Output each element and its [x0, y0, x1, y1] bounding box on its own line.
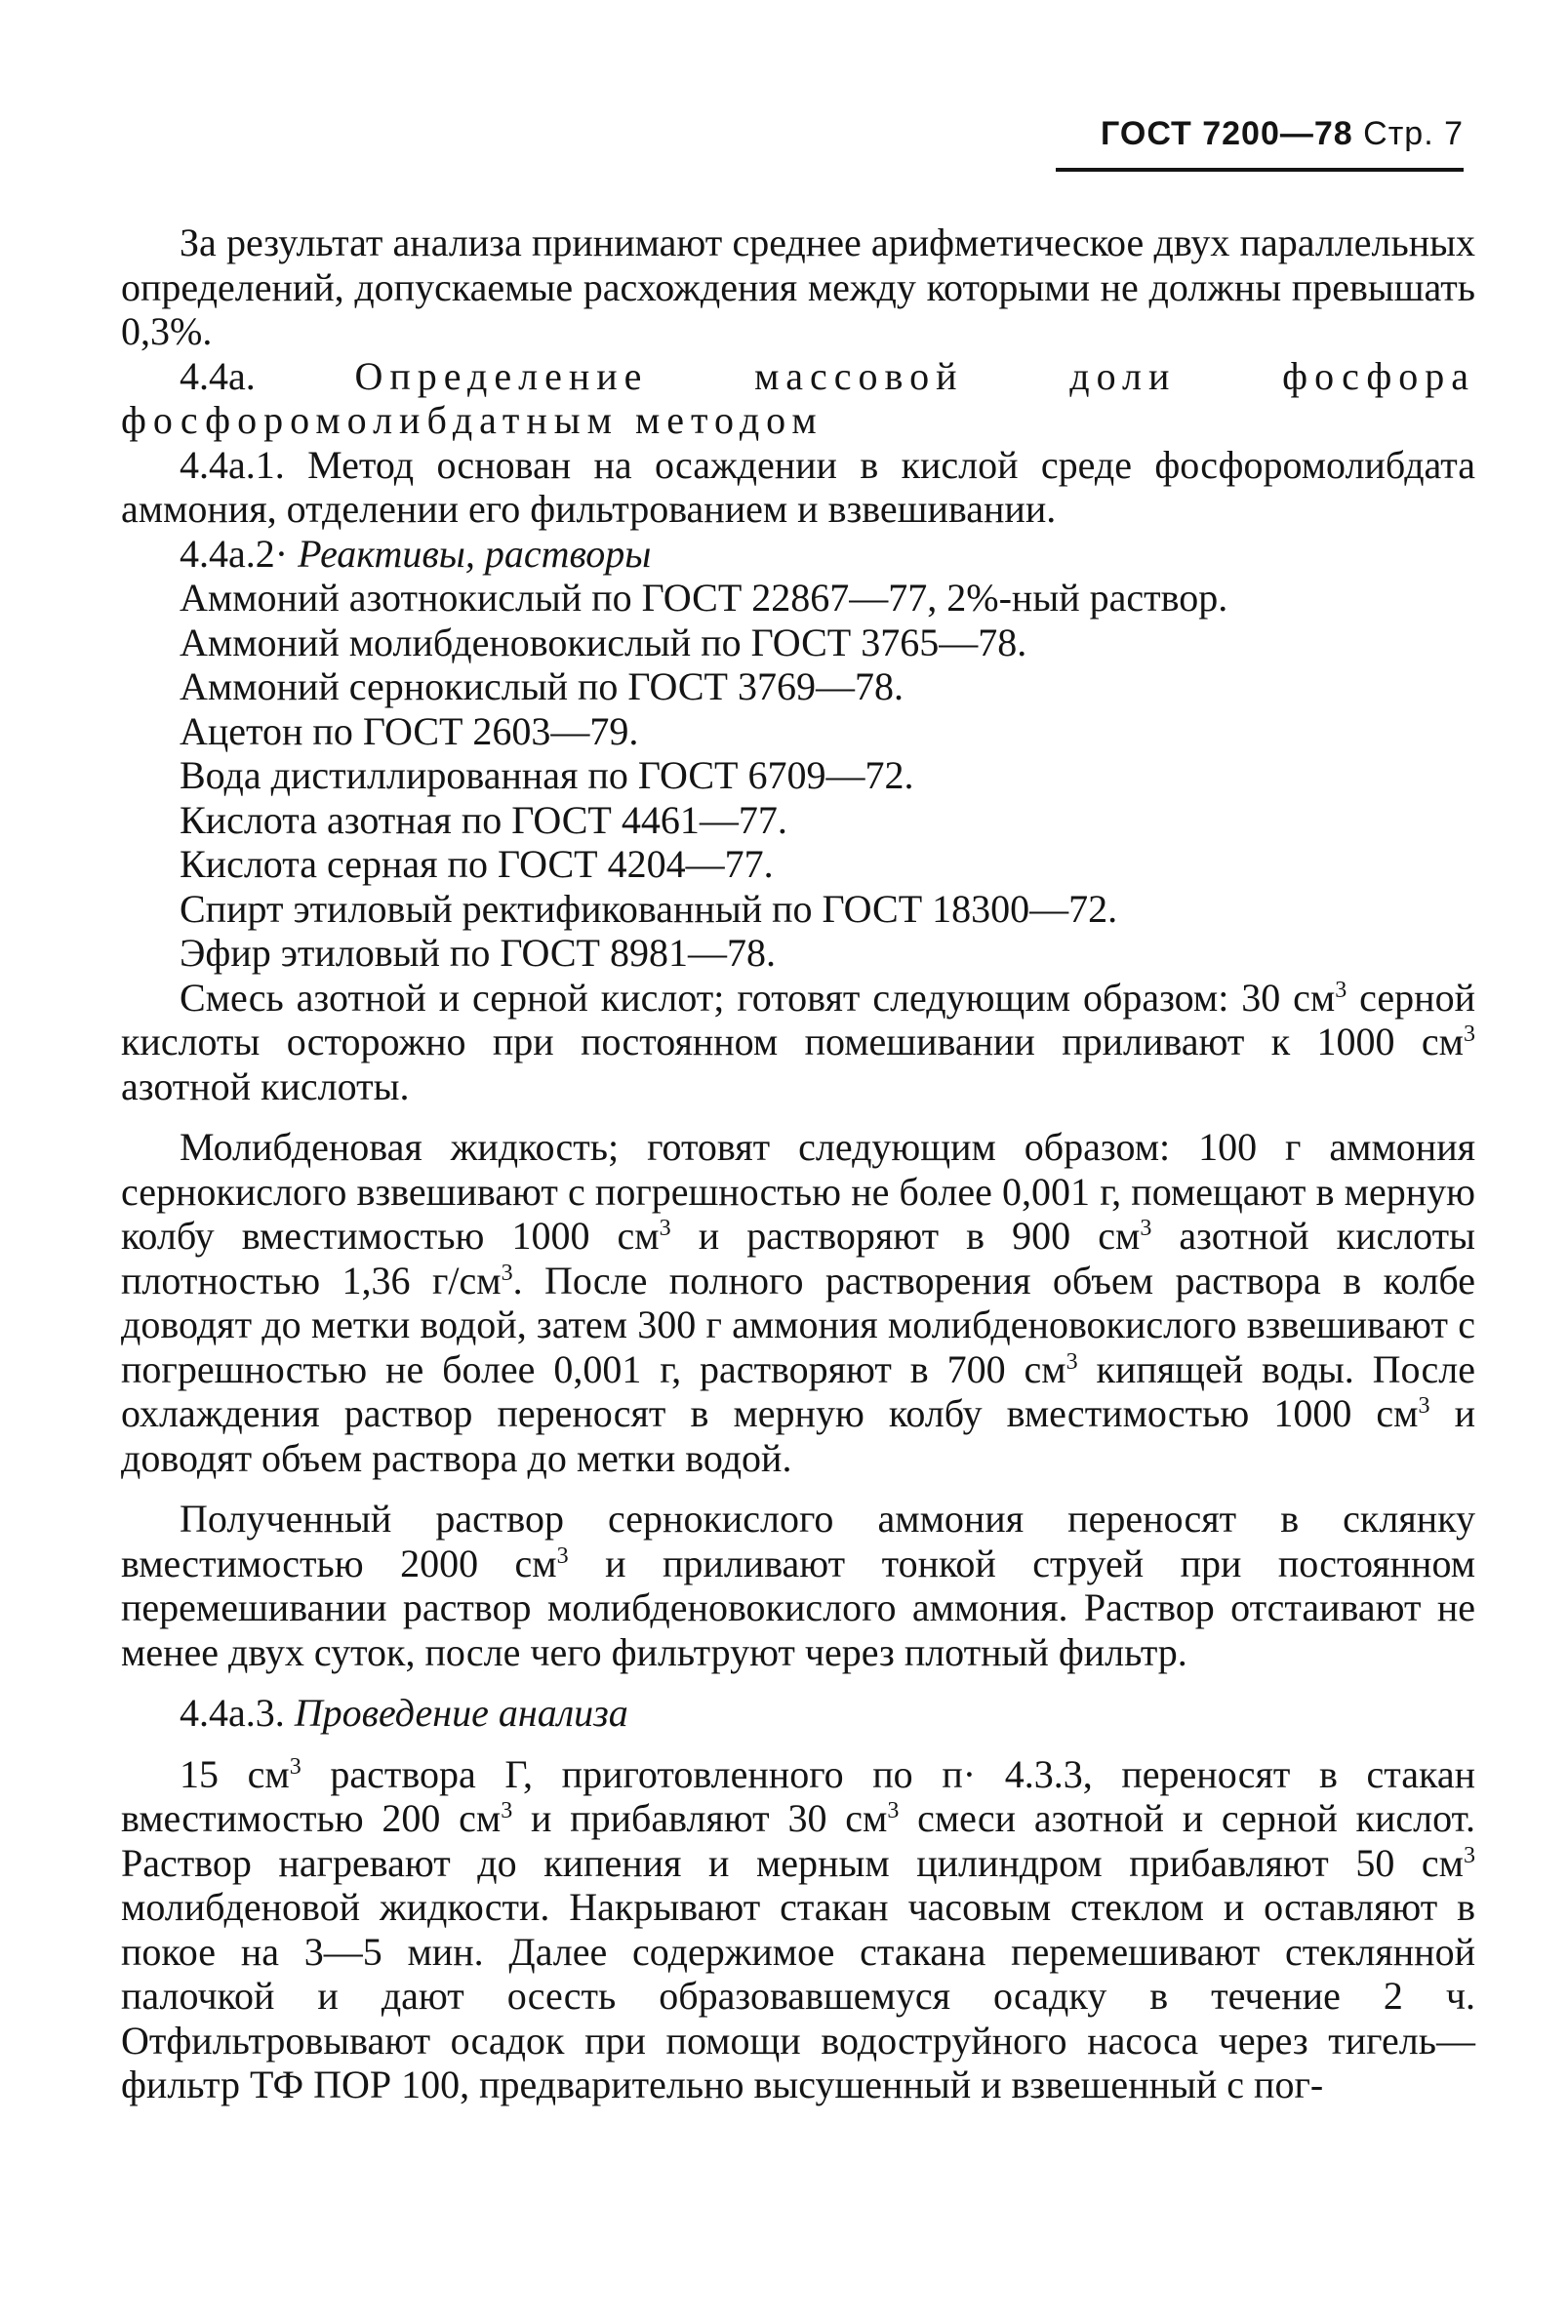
section-heading-4-4a: [121, 354, 1475, 443]
reagent-item: Аммоний молибденовокислый по ГОСТ 3765—78.: [180, 620, 1027, 664]
document-body: [121, 220, 1475, 2107]
section-number: 4.4а.3.: [180, 1691, 285, 1735]
reagent-item: Аммоний азотнокислый по ГОСТ 22867—77, 2%-ный раствор.: [180, 576, 1228, 620]
paragraph-analysis: [121, 1752, 1475, 2107]
section-title: Определение массовой доли фосфора фосфоромолибдатным методом: [121, 353, 1475, 442]
section-number: 4.4а.: [180, 353, 256, 398]
superscript: 3: [887, 1798, 900, 1823]
superscript: 3: [1418, 1393, 1430, 1419]
text-run: Смесь азотной и серной кислот; готовят следующим образом: 30 см: [180, 975, 1336, 1020]
reagent-item: Кислота азотная по ГОСТ 4461—77.: [180, 797, 787, 842]
paragraph-acid-mixture: [121, 976, 1475, 1109]
reagent-item: Эфир этиловый по ГОСТ 8981—78.: [180, 931, 776, 975]
text-run: азотной кислоты.: [121, 1063, 410, 1108]
text-run: и приливают тонкой струей при постоянном перемешивании раствор молибденовокислого аммония. Раствор отстаивают не менее двух суток, после чего фильтруют через плотный фильтр.: [121, 1541, 1476, 1674]
superscript: 3: [1464, 1842, 1475, 1868]
superscript: 3: [1335, 977, 1347, 1003]
superscript: 3: [1464, 1022, 1475, 1047]
text-run: . После полного растворения объем раствора в колбе доводят до метки водой, затем 300 г аммония молибденовокислого взвешивают с погрешностью не более 0,001 г, растворяют в 700 см: [121, 1258, 1475, 1391]
superscript: 3: [556, 1543, 569, 1569]
text-run: азотной кислоты плотностью 1,36 г/см: [121, 1214, 1475, 1302]
section-heading-4-4a-3: [121, 1691, 1475, 1736]
superscript: 3: [501, 1260, 513, 1286]
superscript: 3: [501, 1798, 513, 1823]
reagent-item: Вода дистиллированная по ГОСТ 6709—72.: [180, 753, 914, 797]
paragraph-result: За результат анализа принимают среднее арифметическое двух параллельных определений, допускаемые расхождения между которыми не должны превышать 0,3%.: [121, 220, 1475, 353]
text-run: и доводят объем раствора до метки водой.: [121, 1391, 1475, 1480]
text-run: и прибавляют 30 см: [512, 1796, 888, 1840]
text-run: серной кислоты осторожно при постоянном помешивании приливают к 1000 см: [121, 975, 1475, 1063]
superscript: 3: [289, 1753, 302, 1780]
superscript: 3: [1140, 1216, 1152, 1241]
section-title: Реактивы, растворы: [298, 531, 652, 576]
superscript: 3: [659, 1216, 671, 1241]
paragraph-molybdenum-liquid: [121, 1125, 1475, 1480]
paragraph-solution: [121, 1497, 1475, 1674]
text-run: Полученный раствор сернокислого аммония переносят в склянку вместимостью 2000 см: [121, 1497, 1475, 1585]
reagent-item: Кислота серная по ГОСТ 4204—77.: [180, 842, 774, 886]
text-run: 15 см: [180, 1751, 290, 1796]
section-number: 4.4а.2·: [180, 531, 289, 576]
text-run: Молибденовая жидкость; готовят следующим образом: 100 г аммония сернокислого взвешивают с погрешностью не более 0,001 г, помещают в мерную колбу вместимостью 1000 см: [121, 1125, 1475, 1258]
page-header: [1101, 115, 1464, 153]
page-number: Стр. 7: [1363, 115, 1464, 152]
reagent-item: Ацетон по ГОСТ 2603—79.: [180, 708, 639, 753]
section-heading-4-4a-2: [121, 532, 1475, 577]
paragraph-4-4a-1: 4.4а.1. Метод основан на осаждении в кислой среде фосфоромолибдата аммония, отделении его фильтрованием и взвешивании.: [121, 442, 1475, 531]
header-rule: [1056, 168, 1464, 172]
text-run: и растворяют в 900 см: [670, 1214, 1141, 1258]
text-run: кипящей воды. После охлаждения раствор переносят в мерную колбу вместимостью 1000 см: [121, 1346, 1476, 1435]
superscript: 3: [1065, 1348, 1078, 1375]
reagent-item: Аммоний сернокислый по ГОСТ 3769—78.: [180, 664, 904, 708]
reagent-item: Спирт этиловый ректификованный по ГОСТ 18300—72.: [180, 886, 1118, 931]
text-run: смеси азотной и серной кислот. Раствор нагревают до кипения и мерным цилиндром прибавляют 50 см: [121, 1796, 1476, 1885]
section-title: Проведение анализа: [294, 1691, 628, 1735]
text-run: раствора Г, приготовленного по п· 4.3.3, переносят в стакан вместимостью 200 см: [121, 1751, 1475, 1840]
document-id: ГОСТ 7200—78: [1101, 115, 1353, 152]
text-run: молибденовой жидкости. Накрывают стакан часовым стеклом и оставляют в покое на 3—5 мин. Далее содержимое стакана перемешивают стеклянной палочкой и дают осесть образовавшемуся осадку в течение 2 ч. Отфильтровывают осадок при помощи водоструйного насоса через тигель—фильтр ТФ ПОР 100, предварительно высушенный и взвешенный с пог-: [121, 1885, 1475, 2106]
